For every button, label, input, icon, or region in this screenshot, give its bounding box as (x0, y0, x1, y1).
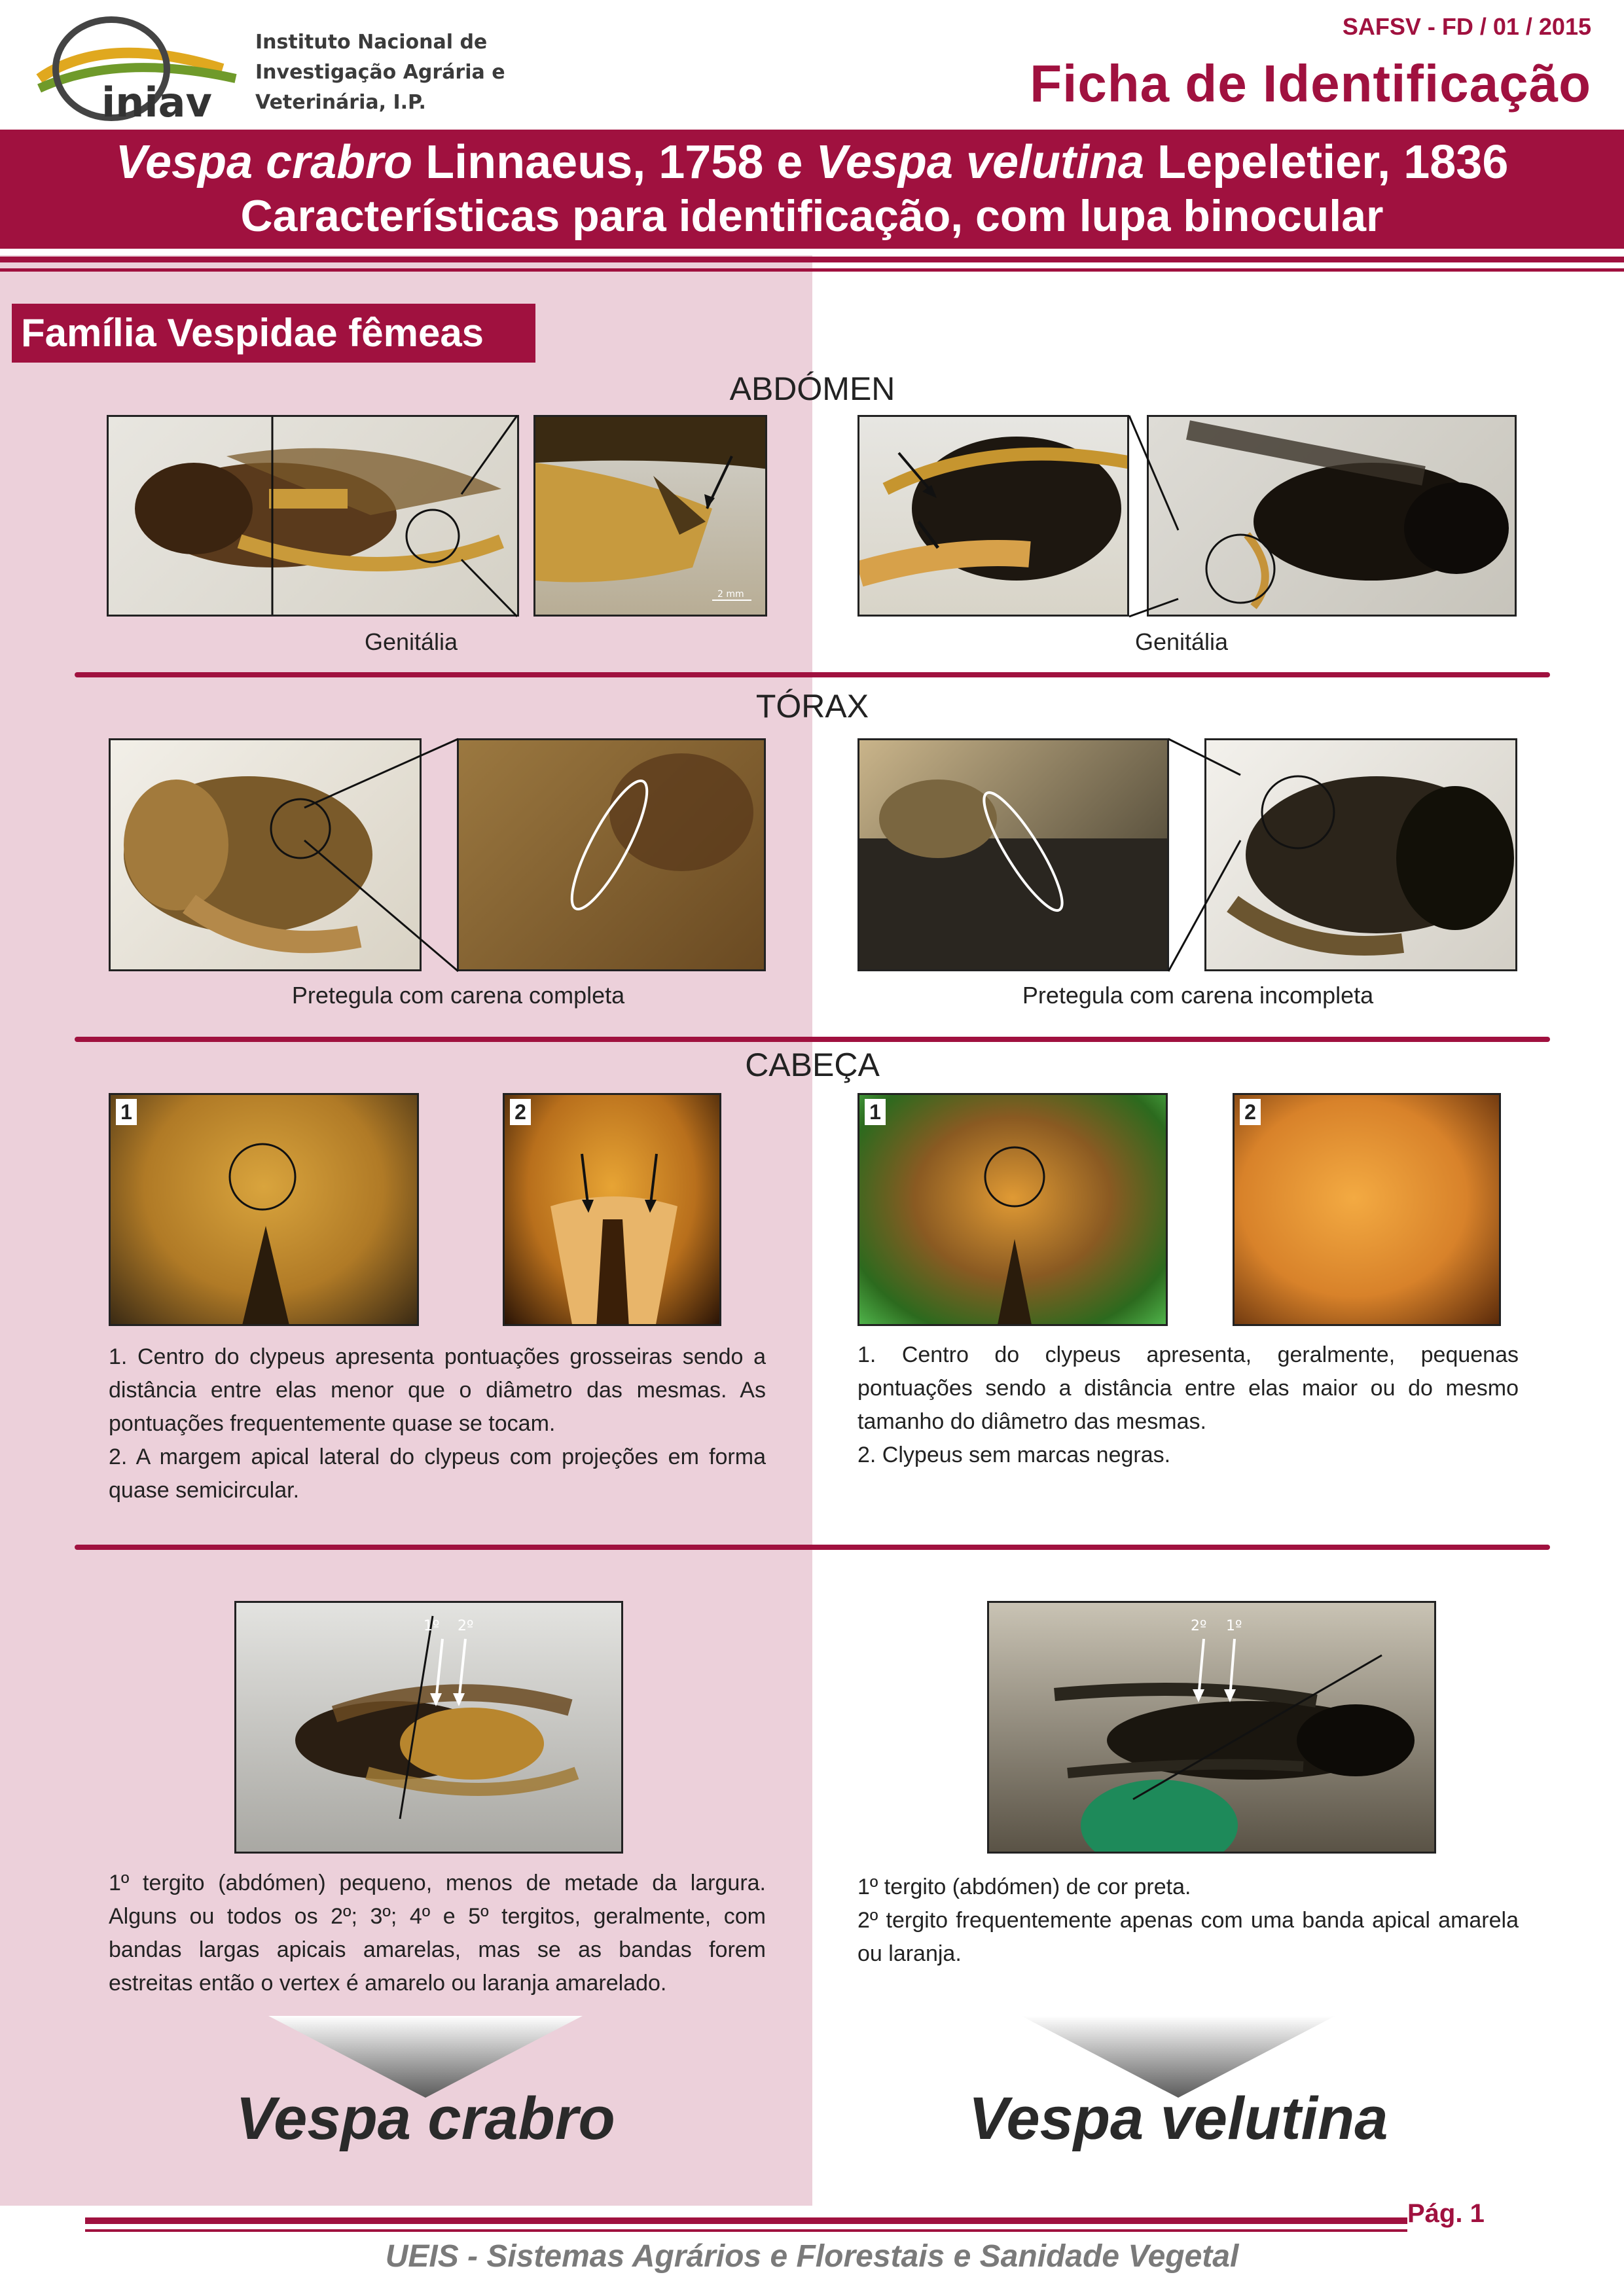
scale-bar-label: 2 mm (717, 589, 744, 600)
family-label: Família Vespidae fêmeas (12, 304, 535, 363)
institution-logo (26, 7, 524, 124)
title-line-1 (0, 135, 1624, 190)
photo-velutina-clypeus-2 (1233, 1093, 1501, 1326)
document-title: Ficha de Identificação (1030, 54, 1591, 113)
zoom-connector-lines-right (1126, 412, 1191, 622)
header-divider-thin (0, 268, 1624, 272)
caption-abdomen-right: Genitália (1134, 628, 1229, 655)
photo-velutina-torax-zoom (857, 738, 1169, 971)
species-name-2: Vespa velutina (816, 136, 1145, 188)
page-number: Pág. 1 (1407, 2199, 1485, 2228)
species-result-velutina: Vespa velutina (968, 2085, 1388, 2152)
species-name-1: Vespa crabro (115, 136, 413, 188)
section-divider-1 (75, 672, 1550, 677)
photo-number-tag: 1 (865, 1099, 886, 1125)
zoom-connector-lines-torax (301, 736, 465, 975)
tergite-label-1: 1º (424, 1618, 440, 1634)
footer-divider (85, 2217, 1407, 2224)
section-divider-3 (75, 1545, 1550, 1550)
species-author-2: Lepeletier, 1836 (1144, 136, 1509, 188)
section-title-abdomen: ABDÓMEN (729, 370, 895, 407)
photo-velutina-clypeus-1 (857, 1093, 1168, 1326)
photo-number-tag: 2 (1240, 1099, 1261, 1125)
photo-velutina-genitalia (1147, 415, 1517, 617)
zoom-connector-lines-torax-right (1165, 736, 1244, 975)
photo-number-tag: 2 (510, 1099, 531, 1125)
tergite-label-1-right: 1º (1226, 1618, 1242, 1634)
logo-wordmark: iniav (101, 79, 212, 124)
photo-crabro-clypeus-1 (109, 1093, 419, 1326)
photo-number-tag: 1 (116, 1099, 137, 1125)
footer-divider-thin (85, 2229, 1407, 2232)
title-band (0, 130, 1624, 249)
photo-velutina-torax (1204, 738, 1517, 971)
caption-torax-left: Pretegula com carena completa (291, 982, 625, 1009)
tergite-label-2: 2º (458, 1618, 474, 1634)
tergite-label-2-right: 2º (1191, 1618, 1207, 1634)
photo-crabro-clypeus-2 (503, 1093, 721, 1326)
caption-abdomen-left: Genitália (364, 628, 458, 655)
footer-unit-name: UEIS - Sistemas Agrários e Florestais e Sanidade Vegetal (385, 2239, 1239, 2274)
description-crabro-tergites: 1º tergito (abdómen) pequeno, menos de metade da largura. Alguns ou todos os 2º; 3º; 4º e 5º tergitos, geralmente, com bandas largas apicais amarelas, mas se as bandas forem estreitas então o vertex é amarelo ou laranja amarelado. (109, 1871, 766, 1996)
document-code: SAFSV - FD / 01 / 2015 (1342, 13, 1591, 40)
zoom-connector-lines (393, 412, 543, 622)
institution-name-line3: Veterinária, I.P. (255, 91, 426, 114)
description-velutina-head: 1. Centro do clypeus apresenta, geralmente, pequenas pontuações sendo a distância entre elas maior ou do mesmo tamanho do diâmetro das mesmas. 2. Clypeus sem marcas negras. (857, 1342, 1519, 1467)
description-crabro-head: 1. Centro do clypeus apresenta pontuações grosseiras sendo a distância entre elas menor que o diâmetro das mesmas. As pontuações frequentemente quase se tocam. 2. A margem apical lateral do clypeus com projeções em forma quase semicircular. (109, 1344, 766, 1503)
section-title-torax: TÓRAX (755, 688, 869, 725)
section-divider-2 (75, 1037, 1550, 1042)
photo-crabro-genitalia-zoom (533, 415, 767, 617)
photo-crabro-dorsal (234, 1601, 623, 1854)
header-divider (0, 257, 1624, 262)
caption-torax-right: Pretegula com carena incompleta (1022, 982, 1374, 1009)
species-author-1: Linnaeus, 1758 e (412, 136, 816, 188)
iniav-logo-icon (26, 7, 262, 124)
institution-name-line2: Investigação Agrária e (255, 61, 505, 84)
section-title-cabeca: CABEÇA (745, 1047, 880, 1083)
photo-velutina-genitalia-zoom (857, 415, 1129, 617)
photo-crabro-torax-zoom (457, 738, 766, 971)
institution-name-line1: Instituto Nacional de (255, 31, 488, 54)
description-velutina-tergites: 1º tergito (abdómen) de cor preta. 2º tergito frequentemente apenas com uma banda apical amarela ou laranja. (857, 1874, 1519, 1966)
title-line-2: Características para identificação, com lupa binocular (240, 191, 1384, 241)
photo-velutina-dorsal (987, 1601, 1436, 1854)
species-result-crabro: Vespa crabro (236, 2085, 615, 2152)
